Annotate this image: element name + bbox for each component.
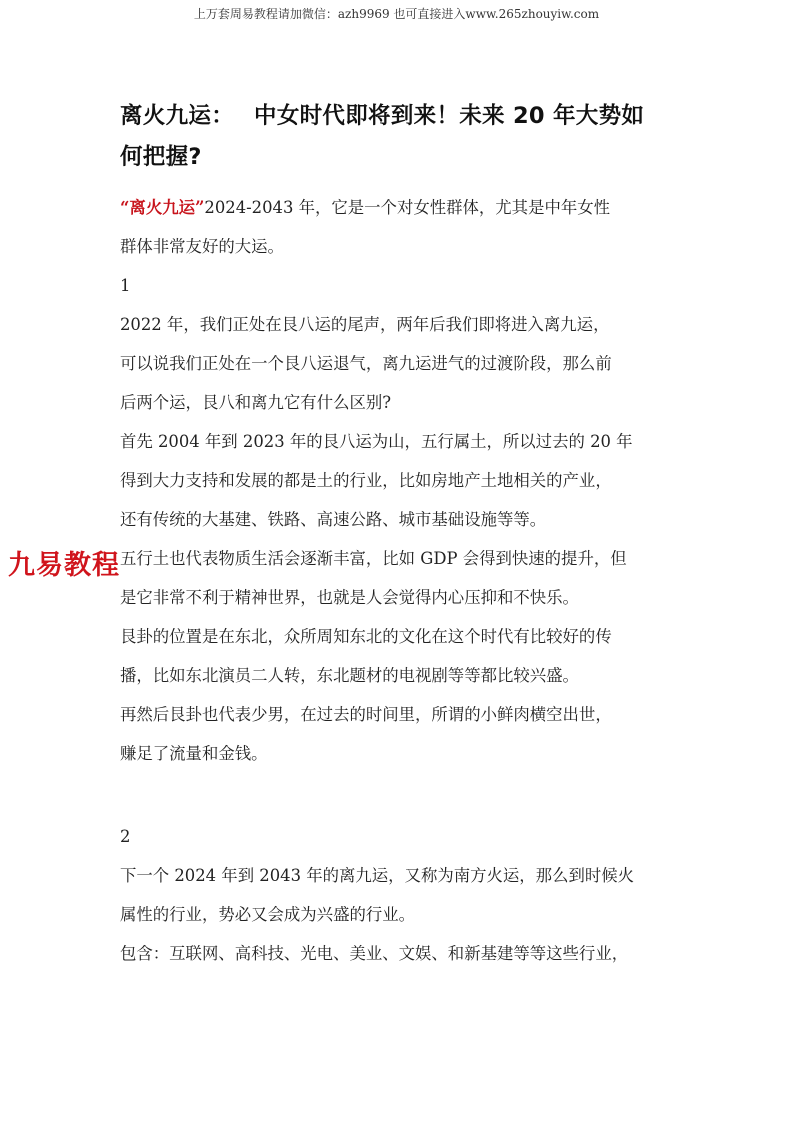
title-part-b: 中女时代即将到来！未来 20 年大势如 <box>254 103 645 129</box>
text-line: 赚足了流量和金钱。 <box>120 744 268 763</box>
text-line: 是它非常不利于精神世界，也就是人会觉得内心压抑和不快乐。 <box>120 588 579 607</box>
intro-line-2: 群体非常友好的大运。 <box>120 237 284 256</box>
section2-paragraph-1 <box>120 856 680 934</box>
section-number-1: 1 <box>120 276 131 295</box>
section-number-2: 2 <box>120 827 131 846</box>
watermark-logo: 九易教程 <box>8 550 120 581</box>
title-part-a: 离火九运： <box>120 103 235 129</box>
text-line: 首先 2004 年到 2023 年的艮八运为山，五行属土，所以过去的 20 年 <box>120 432 633 451</box>
title-line-2: 何把握? <box>120 144 202 170</box>
header-promo-note: 上万套周易教程请加微信：azh9969 也可直接进入www.265zhouyiw.com <box>193 7 600 21</box>
intro-paragraph <box>120 188 680 266</box>
text-line: 后两个运，艮八和离九它有什么区别? <box>120 393 392 412</box>
text-line: 艮卦的位置是在东北，众所周知东北的文化在这个时代有比较好的传 <box>120 627 612 646</box>
text-line: 播，比如东北演员二人转，东北题材的电视剧等等都比较兴盛。 <box>120 666 579 685</box>
section1-paragraph-5 <box>120 695 680 773</box>
text-line: 再然后艮卦也代表少男，在过去的时间里，所谓的小鲜肉横空出世， <box>120 705 612 724</box>
text-line: 可以说我们正处在一个艮八运退气，离九运进气的过渡阶段，那么前 <box>120 354 612 373</box>
text-line: 2022 年，我们正处在艮八运的尾声，两年后我们即将进入离九运， <box>120 315 610 334</box>
text-line: 得到大力支持和发展的都是土的行业，比如房地产土地相关的产业， <box>120 471 612 490</box>
section1-paragraph-4 <box>120 617 680 695</box>
section1-paragraph-2 <box>120 422 680 539</box>
section-spacer <box>120 773 680 817</box>
section2-paragraph-2 <box>120 934 680 973</box>
text-line: 下一个 2024 年到 2043 年的离九运，又称为南方火运，那么到时候火 <box>120 866 635 885</box>
section1-paragraph-3 <box>120 539 680 617</box>
document-body <box>120 96 680 973</box>
intro-line-1: 2024-2043 年，它是一个对女性群体，尤其是中年女性 <box>204 198 611 217</box>
text-line: 属性的行业，势必又会成为兴盛的行业。 <box>120 905 416 924</box>
article-title <box>120 96 680 178</box>
text-line: 包含：互联网、高科技、光电、美业、文娱、和新基建等等这些行业， <box>120 944 629 963</box>
text-line: 还有传统的大基建、铁路、高速公路、城市基础设施等等。 <box>120 510 547 529</box>
intro-highlight: “离火九运” <box>120 198 205 217</box>
section1-paragraph-1 <box>120 305 680 422</box>
text-line: 五行土也代表物质生活会逐渐丰富，比如 GDP 会得到快速的提升，但 <box>120 549 627 568</box>
